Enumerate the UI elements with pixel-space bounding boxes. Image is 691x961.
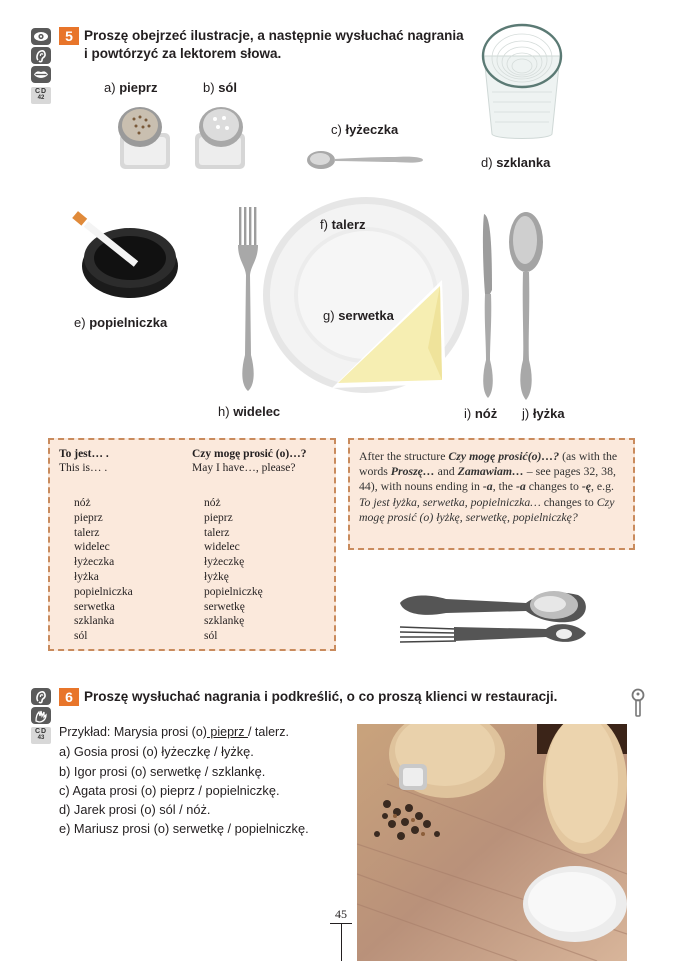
answer-line-d: d) Jarek prosi (o) sól / nóż. <box>59 802 211 817</box>
item-label-noz: i) nóż <box>464 406 498 421</box>
list-item: popielniczkę <box>204 585 263 598</box>
answer-line-c: c) Agata prosi (o) pieprz / popielniczkę. <box>59 783 280 798</box>
item-label-szklanka: d) szklanka <box>481 155 551 170</box>
napkin-image <box>328 278 448 390</box>
list-item: szklankę <box>204 615 245 628</box>
item-label-popielniczka: e) popielniczka <box>74 315 168 330</box>
page-number-divider <box>341 923 342 961</box>
writing-hand-icon <box>31 707 51 724</box>
list-item: serwetka <box>74 600 115 613</box>
item-label-pieprz: a) pieprz <box>104 80 158 95</box>
item-label-lyzka: j) łyżka <box>522 406 565 421</box>
example-sentence: Przykład: Marysia prosi (o) pieprz / talerz. <box>59 725 289 739</box>
key-icon <box>631 688 645 718</box>
list-item: nóż <box>74 497 91 509</box>
cd-track-badge: CD 42 <box>31 87 51 104</box>
eye-icon <box>31 28 51 45</box>
ornate-cutlery-image <box>396 583 588 653</box>
column-heading: Czy mogę prosić (o)…? <box>192 448 307 460</box>
list-item: widelec <box>74 541 110 554</box>
page-number: 45 <box>335 907 347 921</box>
item-label-talerz: f) talerz <box>320 217 366 232</box>
list-item: sól <box>74 630 88 643</box>
list-item: talerz <box>74 526 100 539</box>
item-label-widelec: h) widelec <box>218 404 281 419</box>
pepper-salt-photo <box>357 724 627 961</box>
teaspoon-image <box>305 147 427 173</box>
item-label-serwetka: g) serwetka <box>323 308 394 323</box>
pepper-shaker-image <box>110 103 174 173</box>
list-item: łyżkę <box>204 570 229 583</box>
ear-icon <box>31 47 51 64</box>
grammar-table-box <box>48 438 336 651</box>
list-item: serwetkę <box>204 600 245 613</box>
list-item: talerz <box>204 526 230 539</box>
glass-image <box>478 22 566 144</box>
ashtray-image <box>70 208 185 303</box>
mouth-icon <box>31 66 51 83</box>
exercise-number: 6 <box>59 688 79 706</box>
list-item: łyżeczkę <box>204 556 245 569</box>
fork-image <box>233 205 263 393</box>
column-subheading: May I have…, please? <box>192 462 296 474</box>
answer-line-b: b) Igor prosi (o) serwetkę / szklankę. <box>59 764 266 779</box>
list-item: popielniczka <box>74 585 133 598</box>
list-item: widelec <box>204 541 240 554</box>
table-column-left <box>59 447 133 644</box>
grammar-note-text: After the structure Czy mogę prosić(o)…? (as with the words Proszę… and Zamawiam… – see pages 32, 38, 44), with nouns ending in -a, the -a changes to -ę, e.g. To jest łyżka, serwetka, popielniczka… changes to Czy mogę prosić (o) łyżkę, serwetkę, popielniczkę? <box>359 449 618 524</box>
list-item: łyżeczka <box>74 556 115 569</box>
word-list <box>192 496 306 644</box>
underlined-answer: pieprz <box>206 725 248 739</box>
list-item: pieprz <box>74 511 103 524</box>
list-item: łyżka <box>74 570 99 583</box>
column-subheading: This is… . <box>59 462 108 474</box>
list-item: sól <box>204 630 218 643</box>
word-list <box>59 496 133 644</box>
list-item: nóż <box>204 497 221 509</box>
exercise-title: Proszę obejrzeć ilustracje, a następnie wysłuchać nagrania i powtórzyć za lektorem słowa. <box>84 28 464 61</box>
grammar-note-box <box>348 438 635 550</box>
knife-image <box>476 210 500 400</box>
answer-line-a: a) Gosia prosi (o) łyżeczkę / łyżkę. <box>59 744 254 759</box>
ear-icon <box>31 688 51 705</box>
list-item: pieprz <box>204 511 233 524</box>
spoon-image <box>506 210 546 402</box>
exercise-title: Proszę wysłuchać nagrania i podkreślić, o co proszą klienci w restauracji. <box>84 689 558 704</box>
column-heading: To jest… . <box>59 448 109 460</box>
item-label-lyzeczka: c) łyżeczka <box>331 122 399 137</box>
table-column-right <box>192 447 306 644</box>
answer-line-e: e) Mariusz prosi (o) serwetkę / popielniczkę. <box>59 821 309 836</box>
list-item: szklanka <box>74 615 115 628</box>
item-label-sol: b) sól <box>203 80 237 95</box>
exercise-number: 5 <box>59 27 79 45</box>
cd-track-badge: CD 43 <box>31 727 51 744</box>
salt-shaker-image <box>191 103 255 173</box>
